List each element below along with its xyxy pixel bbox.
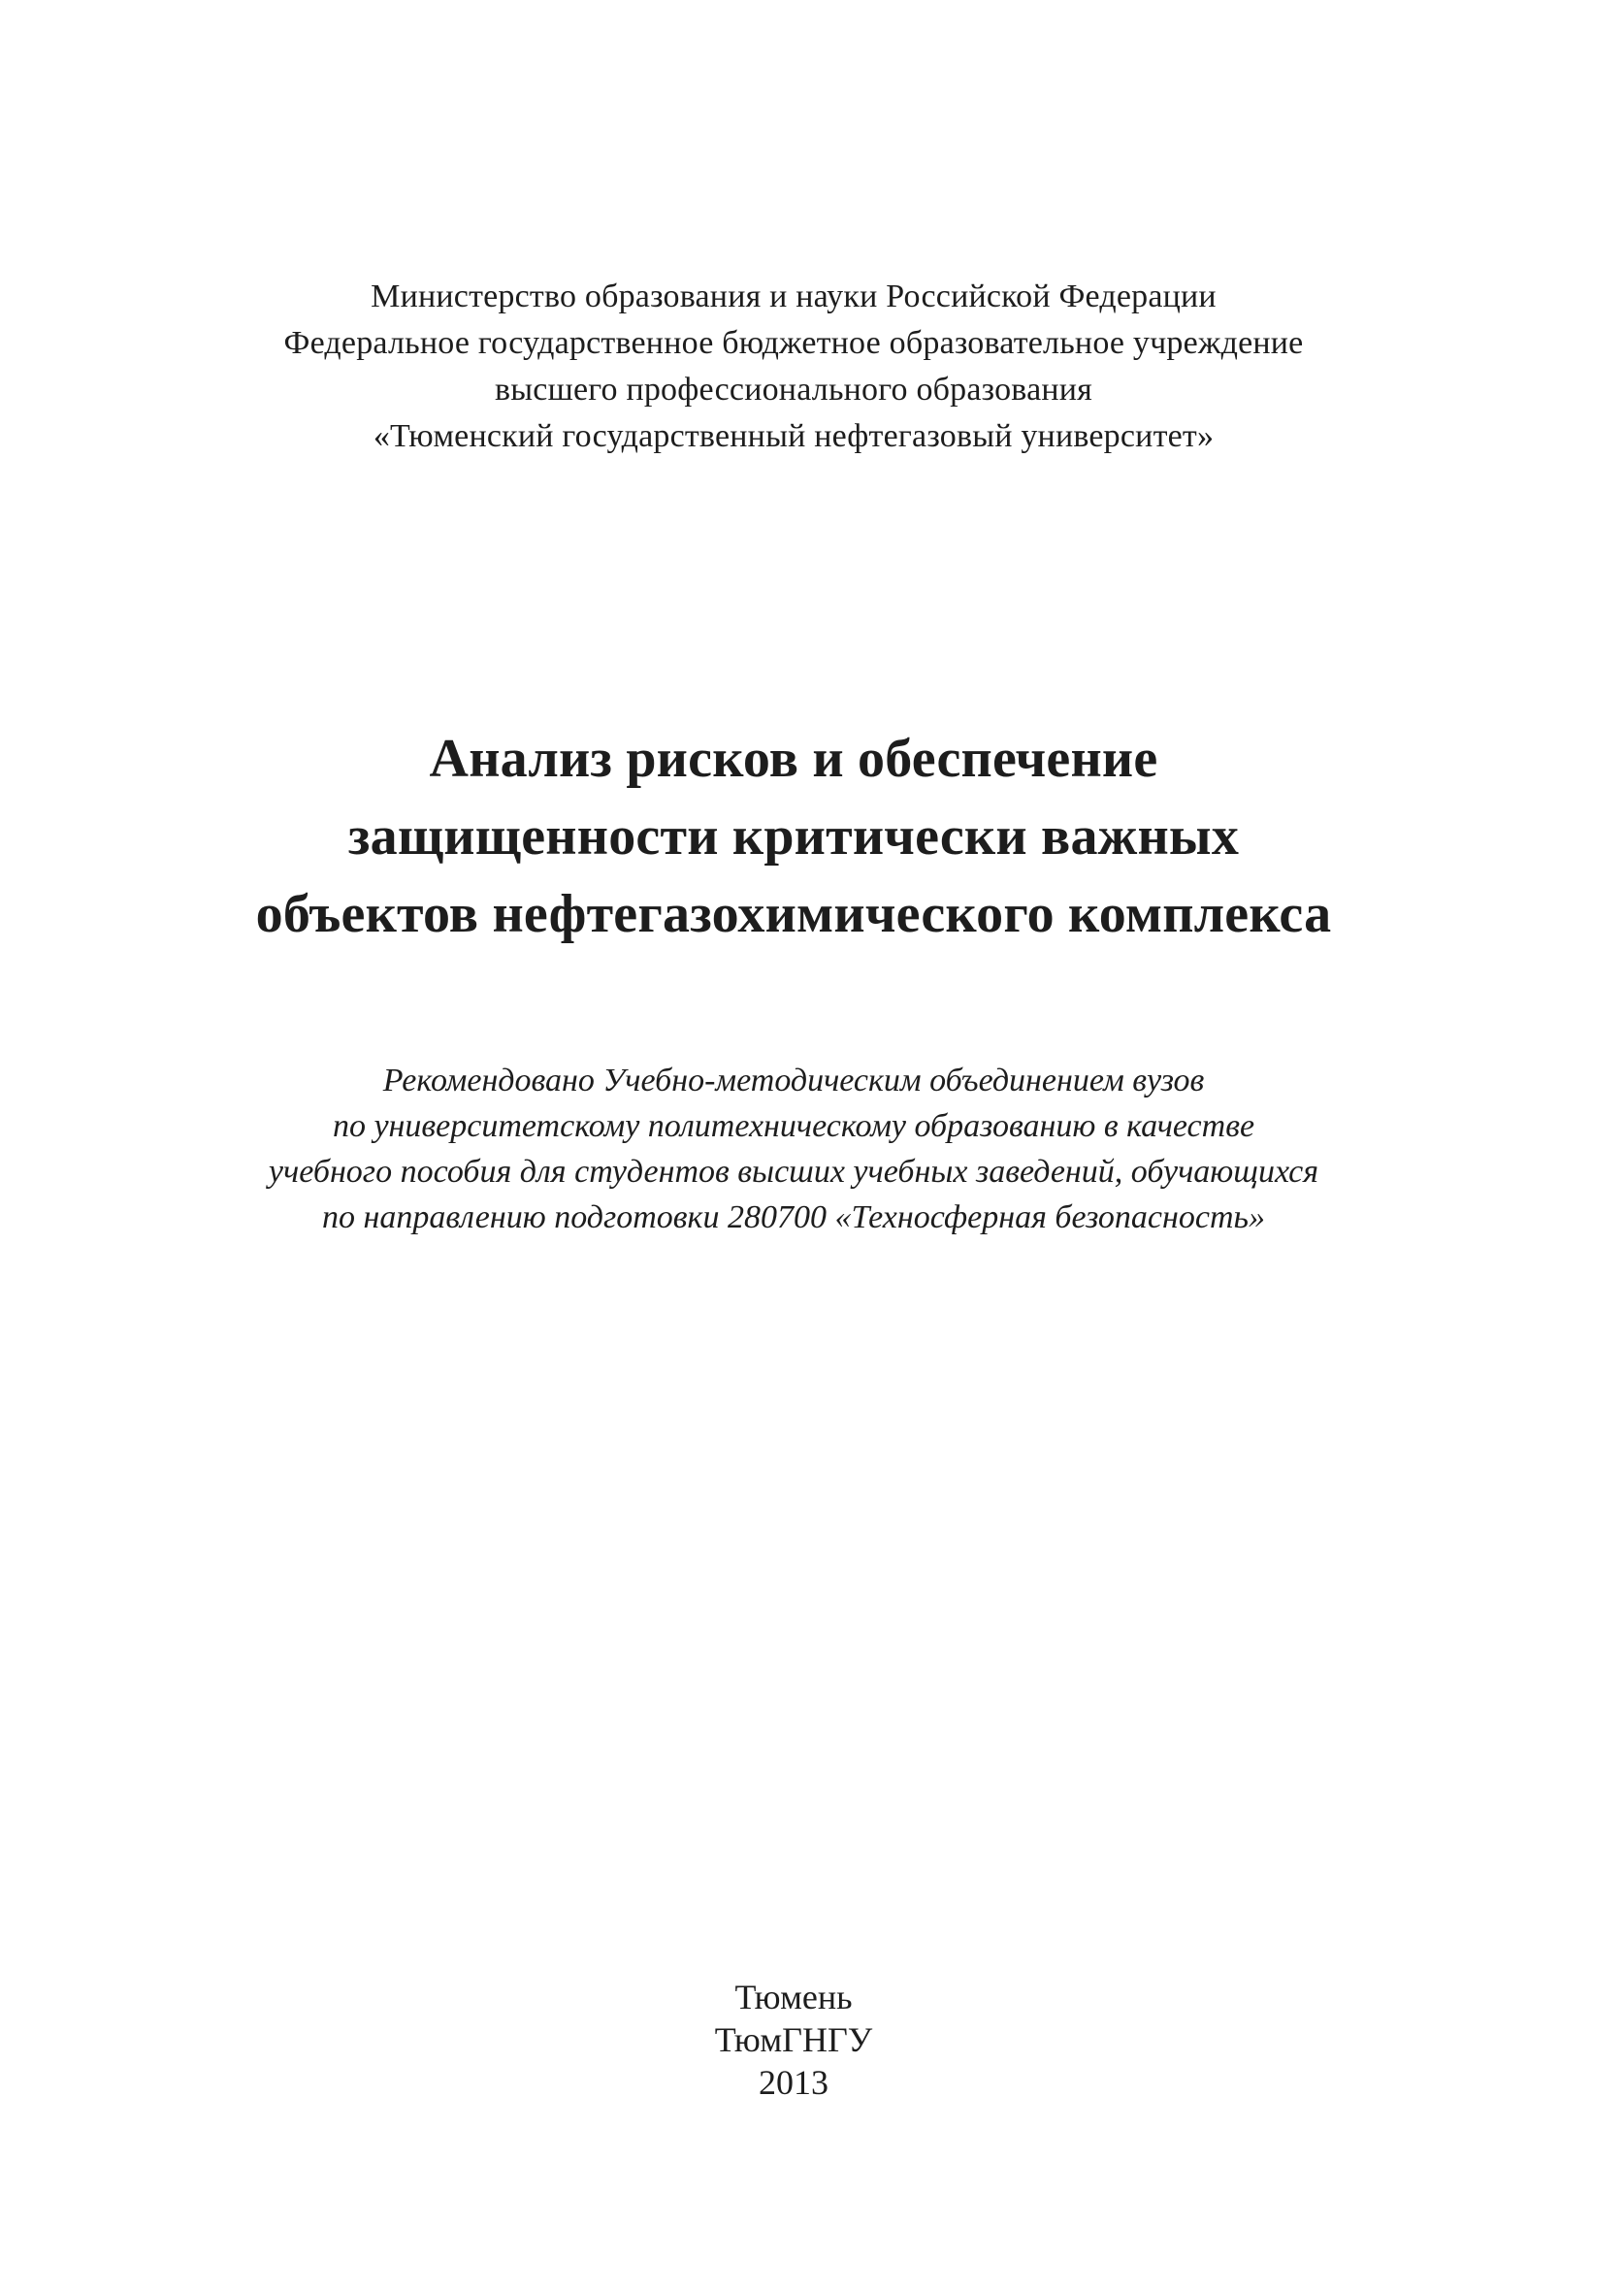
recommendation-line-2: по университетскому политехническому образованию в качестве	[332, 1108, 1255, 1144]
title-line-2: защищенности критически важных	[347, 806, 1240, 867]
university-name-line: «Тюменский государственный нефтегазовый университет»	[373, 418, 1215, 454]
imprint-publisher: ТюмГНГУ	[714, 2020, 873, 2059]
institution-line: Федеральное государственное бюджетное образовательное учреждение	[283, 325, 1304, 361]
education-level-line: высшего профессионального образования	[495, 372, 1092, 408]
recommendation-line-1: Рекомендовано Учебно-методическим объединением вузов	[382, 1063, 1205, 1098]
title-line-1: Анализ рисков и обеспечение	[429, 729, 1158, 789]
imprint	[0, 1976, 1587, 2104]
recommendation-note	[0, 1058, 1587, 1240]
book-title	[0, 720, 1587, 953]
imprint-city: Тюмень	[734, 1978, 853, 2016]
title-line-3: объектов нефтегазохимического комплекса	[255, 884, 1332, 944]
ministry-header	[0, 274, 1587, 460]
recommendation-line-4: по направлению подготовки 280700 «Техносферная безопасность»	[321, 1199, 1266, 1235]
recommendation-line-3: учебного пособия для студентов высших учебных заведений, обучающихся	[268, 1154, 1319, 1190]
ministry-line: Министерство образования и науки Российской Федерации	[371, 278, 1217, 314]
imprint-year: 2013	[759, 2063, 828, 2102]
